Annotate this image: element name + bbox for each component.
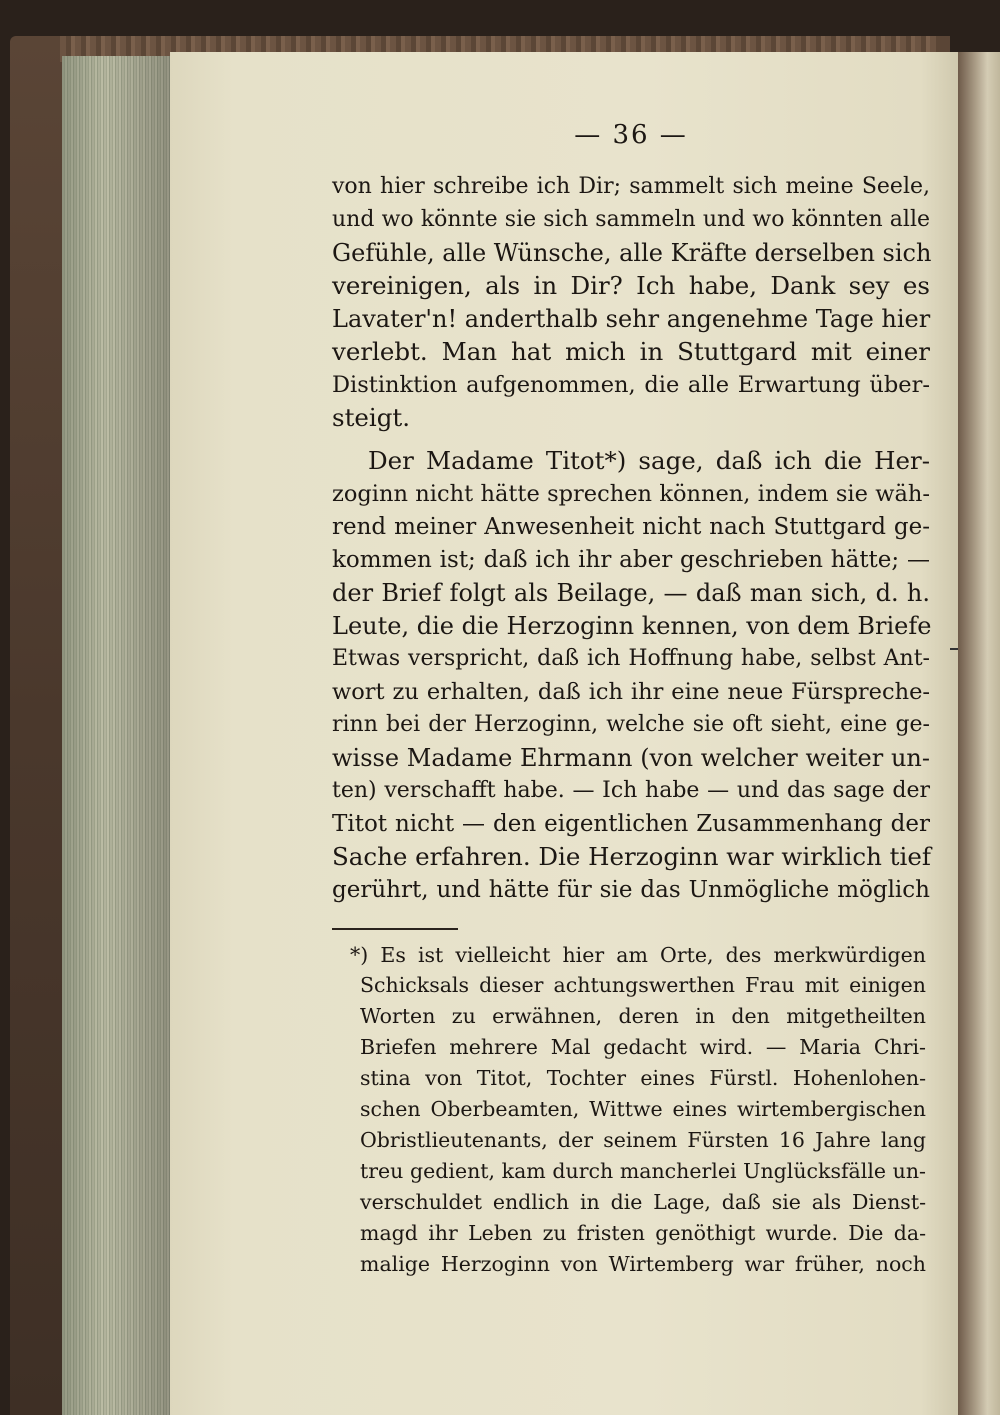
page-number: — 36 — <box>574 120 688 150</box>
body-line: Distinktion aufgenommen, die alle Erwartung über- <box>332 372 930 398</box>
body-line: Der Madame Titot*) sage, daß ich die Her- <box>368 446 930 475</box>
footnote-rule <box>332 928 458 930</box>
body-line: Sache erfahren. Die Herzoginn war wirklich tief <box>332 842 931 871</box>
body-line: Titot nicht — den eigentlichen Zusammenhang der <box>332 811 930 837</box>
body-line: gerührt, und hätte für sie das Unmögliche möglich <box>332 877 930 903</box>
body-line: wort zu erhalten, daß ich ihr eine neue Fürspreche- <box>332 679 930 705</box>
footnote-line: Obristlieutenants, der seinem Fürsten 16 Jahre lang <box>360 1128 926 1152</box>
body-line: vereinigen, als in Dir? Ich habe, Dank sey es <box>332 271 930 300</box>
margin-mark <box>950 648 958 650</box>
body-line: Leute, die die Herzoginn kennen, von dem Briefe <box>332 612 932 640</box>
footnote-line: malige Herzoginn von Wirtemberg war früher, noch <box>360 1252 926 1276</box>
footnote-line: Worten zu erwähnen, deren in den mitgetheilten <box>360 1004 926 1028</box>
footnote-line: *) Es ist vielleicht hier am Orte, des merkwürdigen <box>350 943 926 967</box>
footnote-line: stina von Titot, Tochter eines Fürstl. Hohenlohen- <box>360 1066 926 1090</box>
body-line: kommen ist; daß ich ihr aber geschrieben hätte; — <box>332 547 930 573</box>
body-line: rinn bei der Herzoginn, welche sie oft sieht, eine ge- <box>332 712 930 737</box>
body-line: verlebt. Man hat mich in Stuttgard mit einer <box>332 337 930 366</box>
page-block-shade <box>62 56 170 1415</box>
body-line: Gefühle, alle Wünsche, alle Kräfte derselben sich <box>332 239 932 267</box>
body-line: rend meiner Anwesenheit nicht nach Stuttgard ge- <box>332 514 930 540</box>
body-line: ten) verschafft habe. — Ich habe — und das sage der <box>332 778 930 803</box>
footnote-line: magd ihr Leben zu fristen genöthigt wurde. Die da- <box>360 1221 926 1245</box>
body-line: der Brief folgt als Beilage, — daß man sich, d. h. <box>332 579 930 607</box>
footnote-line: Schicksals dieser achtungswerthen Frau mit einigen <box>360 973 926 997</box>
footnote-line: verschuldet endlich in die Lage, daß sie als Dienst- <box>360 1190 926 1214</box>
facing-page-edge <box>958 52 1000 1415</box>
body-line: zoginn nicht hätte sprechen können, indem sie wäh- <box>332 481 930 507</box>
footnote-line: schen Oberbeamten, Wittwe eines wirtembergischen <box>360 1097 926 1121</box>
body-line: wisse Madame Ehrmann (von welcher weiter un- <box>332 744 930 772</box>
body-line: steigt. <box>332 403 411 432</box>
footnote-line: Briefen mehrere Mal gedacht wird. — Maria Chri- <box>360 1035 926 1059</box>
body-line: Etwas verspricht, daß ich Hoffnung habe, selbst Ant- <box>332 646 930 671</box>
footnote-line: treu gedient, kam durch mancherlei Unglücksfälle un- <box>360 1159 926 1183</box>
body-line: von hier schreibe ich Dir; sammelt sich meine Seele, <box>332 174 930 199</box>
body-line: Lavater'n! anderthalb sehr angenehme Tage hier <box>332 305 931 333</box>
body-line: und wo könnte sie sich sammeln und wo könnten alle <box>332 207 930 232</box>
